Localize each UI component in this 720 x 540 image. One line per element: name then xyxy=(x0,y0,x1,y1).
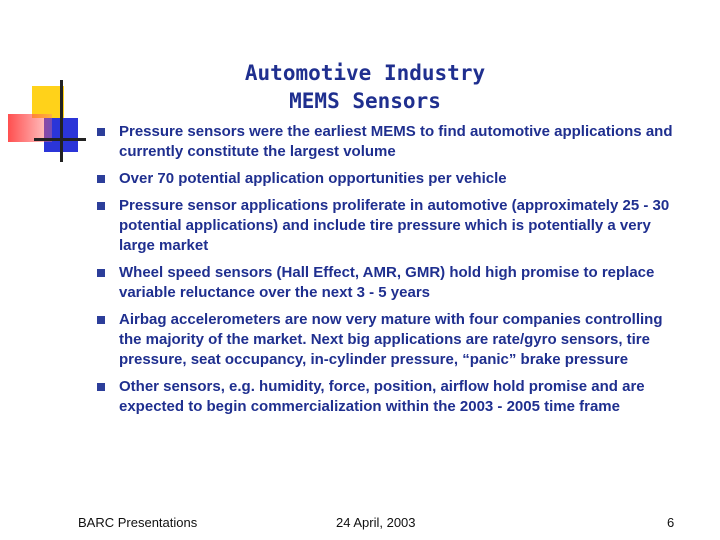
bullet-list xyxy=(96,122,676,424)
slide-title-line-2: MEMS Sensors xyxy=(289,89,441,113)
decorative-logo-blocks xyxy=(8,80,88,165)
slide-title-line-1: Automotive Industry xyxy=(244,61,486,85)
bullet-square-icon xyxy=(97,269,105,277)
horizontal-line xyxy=(34,138,86,141)
vertical-line xyxy=(60,80,63,162)
bullet-square-icon xyxy=(97,128,105,136)
bullet-text: Over 70 potential application opportunities per vehicle xyxy=(119,170,507,187)
bullet-square-icon xyxy=(97,175,105,183)
bullet-square-icon xyxy=(97,202,105,210)
bullet-text: Pressure sensor applications proliferate in automotive (approximately 25 - 30 potential applications) and include tire pressure which is potentially a very large market xyxy=(119,197,670,254)
bullet-item xyxy=(96,169,676,189)
bullet-item xyxy=(96,377,676,417)
bullet-item xyxy=(96,196,676,256)
bullet-square-icon xyxy=(97,383,105,391)
bullet-item xyxy=(96,310,676,370)
bullet-text: Airbag accelerometers are now very mature with four companies controlling the majority of the market. Next big applications are rate/gyro sensors, tire pressure, seat occupancy, in-cylinder pressure, “panic” brake pressure xyxy=(119,311,663,368)
footer-presenter: BARC Presentations xyxy=(78,515,198,530)
bullet-square-icon xyxy=(97,316,105,324)
bullet-text: Pressure sensors were the earliest MEMS to find automotive applications and currently constitute the largest volume xyxy=(119,123,673,160)
page-number: 6 xyxy=(667,515,675,530)
footer-date: 24 April, 2003 xyxy=(336,515,416,530)
bullet-text: Other sensors, e.g. humidity, force, position, airflow hold promise and are expected to begin commercialization within the 2003 - 2005 time frame xyxy=(119,378,645,415)
bullet-item xyxy=(96,263,676,303)
bullet-text: Wheel speed sensors (Hall Effect, AMR, GMR) hold high promise to replace variable reluctance over the next 3 - 5 years xyxy=(119,264,655,301)
bullet-item xyxy=(96,122,676,162)
